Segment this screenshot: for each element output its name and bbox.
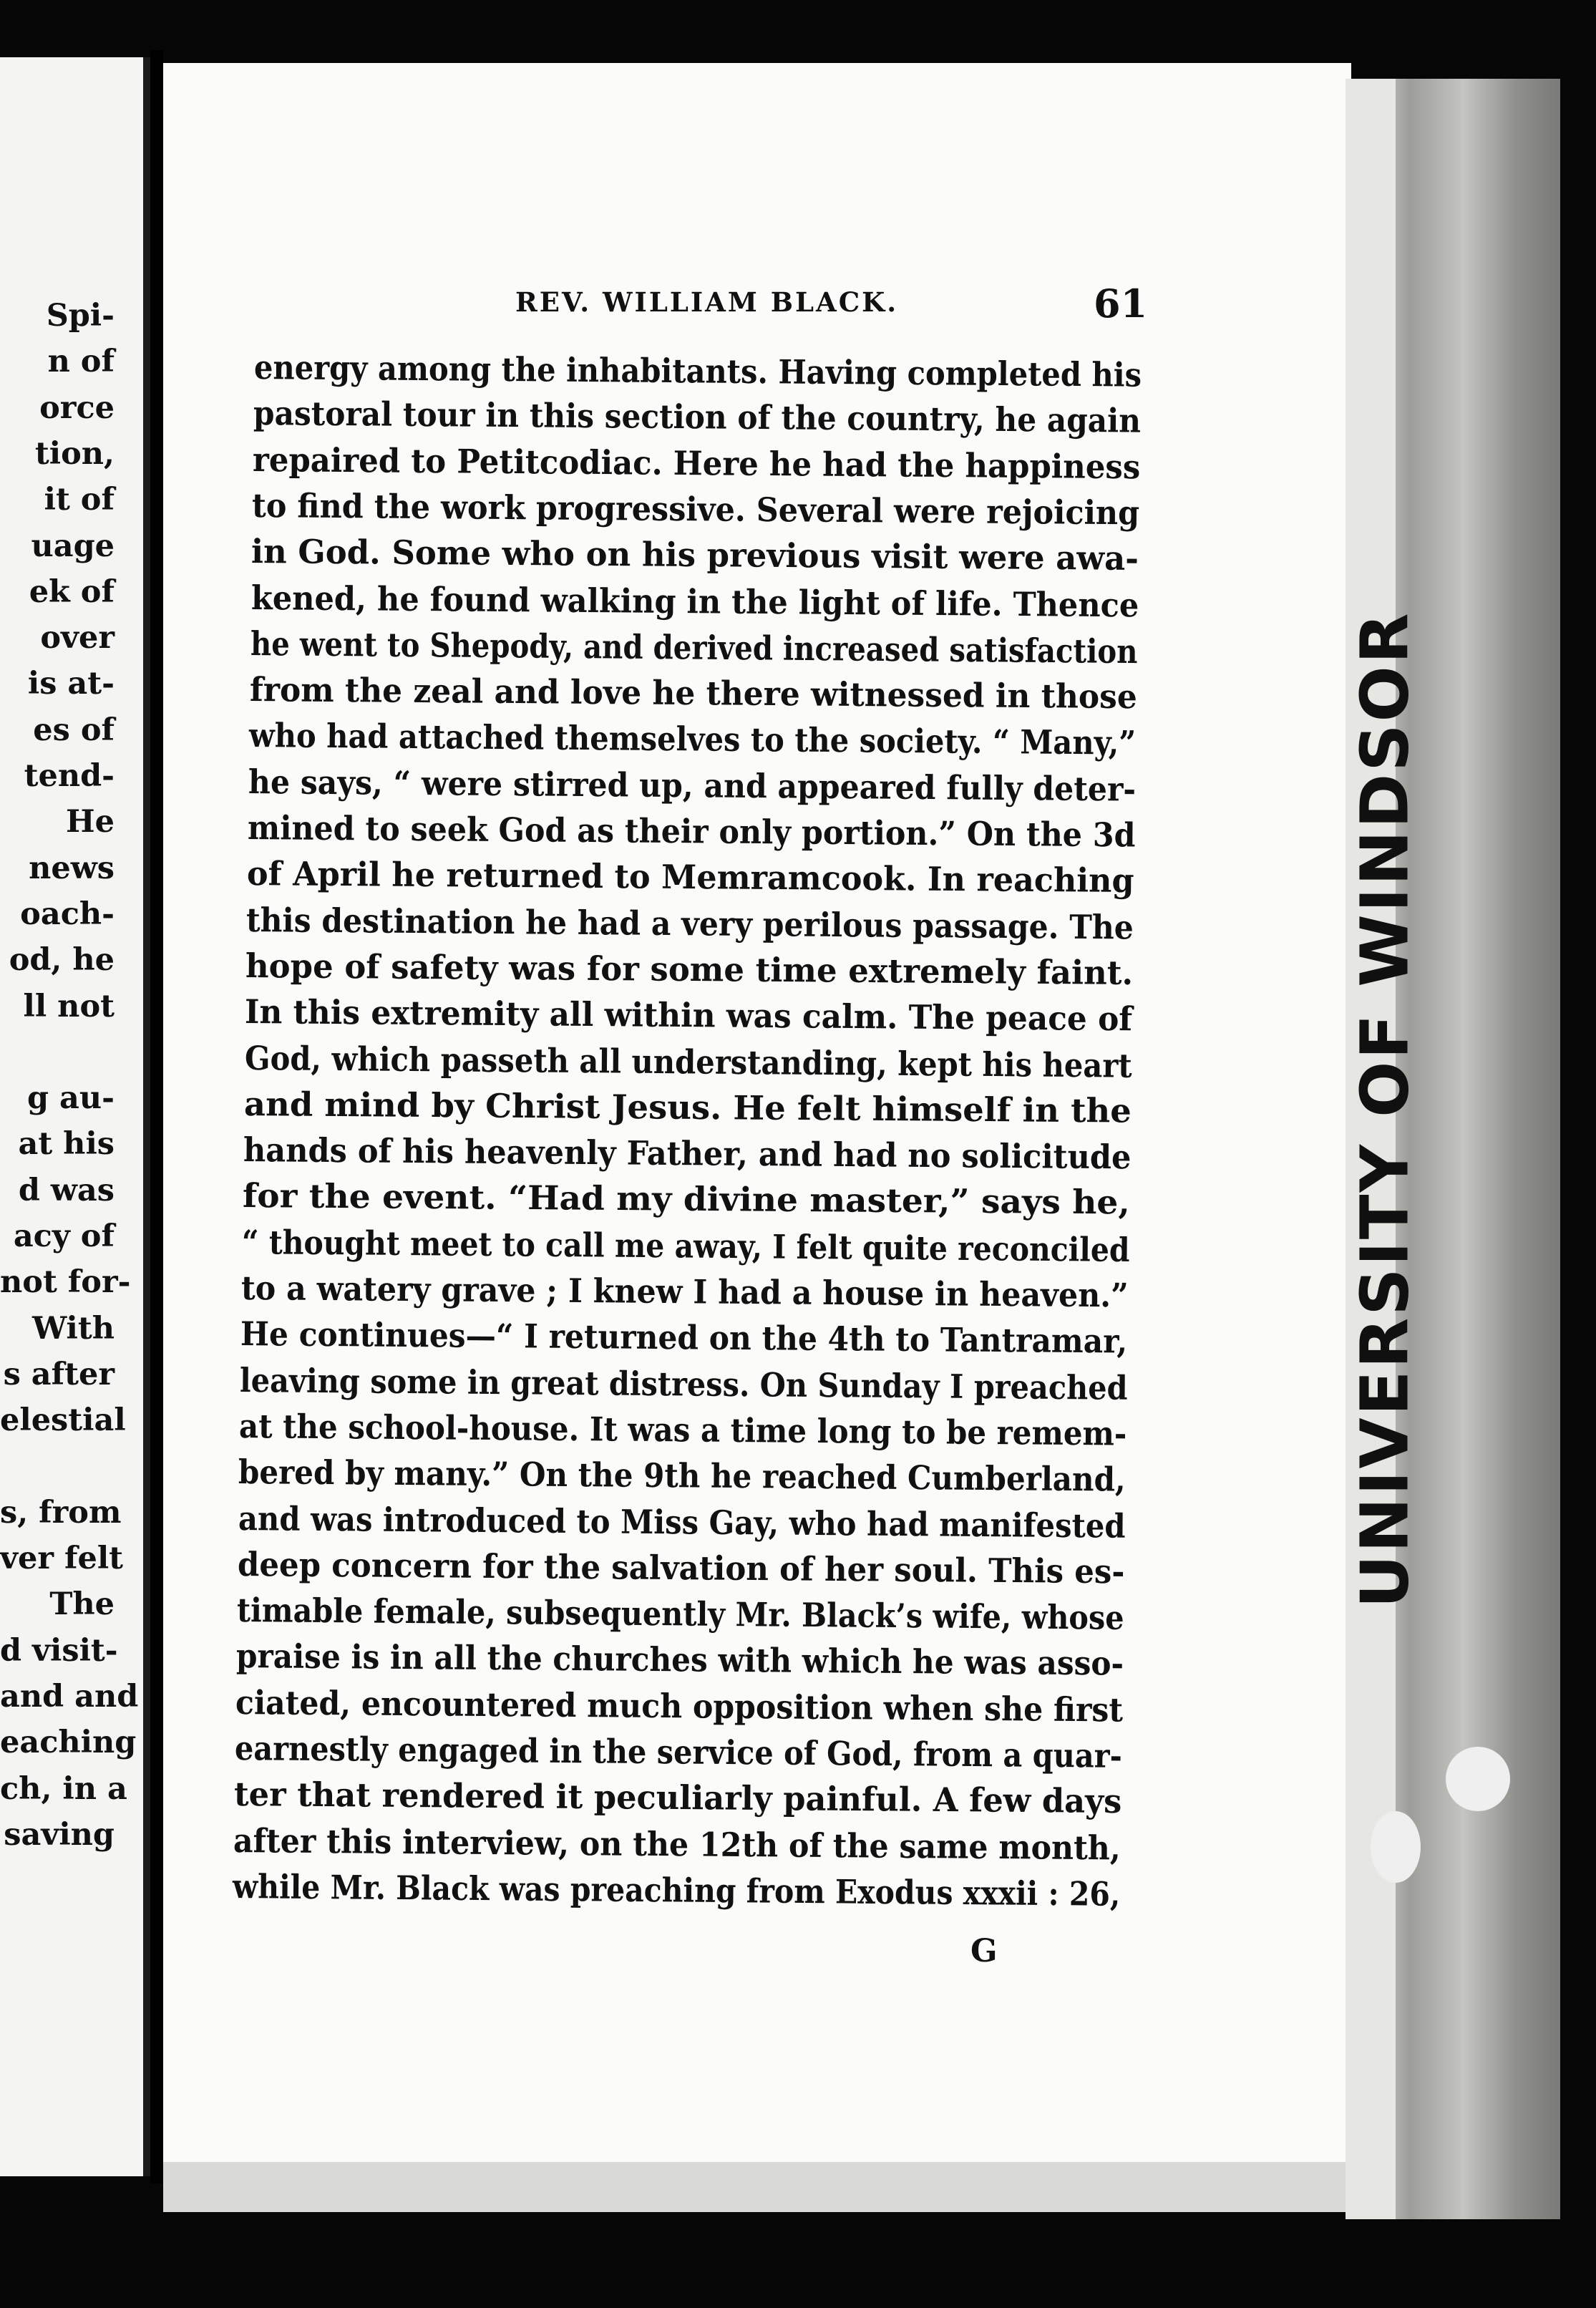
facing-page-line: d was <box>18 1172 115 1208</box>
facing-page-line: acy of <box>13 1218 115 1254</box>
body-text-line: he says, “ were stirred up, and appeared fully deter- <box>248 762 1137 809</box>
body-text-line: from the zeal and love he there witnessed in those <box>249 670 1137 717</box>
facing-page-line: The <box>49 1586 115 1623</box>
edge-stain <box>1446 1747 1510 1811</box>
body-text-line: hope of safety was for some time extremely faint. <box>245 946 1134 992</box>
facing-page-line: es of <box>33 712 115 748</box>
facing-page <box>0 57 150 2176</box>
facing-page-line: ver felt <box>0 1541 124 1577</box>
library-stamp-text: UNIVERSITY OF WINDSOR <box>1346 611 1424 1609</box>
facing-page-line: ch, in a <box>0 1770 127 1807</box>
body-text-line: leaving some in great distress. On Sunday I preached <box>239 1360 1128 1407</box>
library-stamp <box>1338 611 1431 1609</box>
running-header: REV. WILLIAM BLACK. <box>515 286 899 318</box>
facing-page-line: Spi- <box>46 298 115 334</box>
facing-page-line: not for- <box>0 1264 131 1301</box>
facing-page-line: He <box>66 804 115 840</box>
body-text-line: mined to seek God as their only portion.” On the 3d <box>247 808 1136 855</box>
facing-page-line: uage <box>31 528 115 564</box>
body-text-line: in God. Some who on his previous visit were awa- <box>251 532 1139 578</box>
facing-page-line: at his <box>18 1126 115 1163</box>
body-text-line: kened, he found walking in the light of life. Thence <box>250 578 1139 624</box>
facing-page-line: n of <box>47 344 115 380</box>
facing-page-line: orce <box>39 389 115 426</box>
body-text-line: bered by many.” On the 9th he reached Cumberland, <box>238 1453 1127 1499</box>
facing-page-line: s, from <box>0 1494 122 1531</box>
body-text-line: deep concern for the salvation of her soul. This es- <box>237 1544 1125 1591</box>
body-text-line: repaired to Petitcodiac. Here he had the happiness <box>252 440 1141 486</box>
facing-page-line: it of <box>44 482 115 518</box>
body-text-line: timable female, subsequently Mr. Black’s wife, whose <box>236 1591 1124 1637</box>
body-text-line: He continues—“ I returned on the 4th to Tantramar, <box>240 1314 1128 1361</box>
facing-page-line: od, he <box>9 942 115 979</box>
signature-mark: G <box>970 1933 998 1969</box>
body-text-line: to find the work progressive. Several were rejoicing <box>252 485 1140 533</box>
facing-page-line: eaching <box>0 1725 137 1761</box>
facing-page-line: oach- <box>20 896 115 932</box>
facing-page-line: d visit- <box>0 1632 118 1669</box>
body-text-line: hands of his heavenly Father, and had no solicitude <box>243 1130 1132 1177</box>
facing-page-line: With <box>32 1310 115 1347</box>
body-text-line: God, which passeth all understanding, kept his heart <box>244 1038 1132 1085</box>
facing-page-line: news <box>29 850 115 886</box>
facing-page-line: elestial <box>0 1402 126 1439</box>
body-text-line: In this extremity all within was calm. The peace of <box>245 992 1133 1039</box>
body-text-line: energy among the inhabitants. Having completed his <box>253 348 1142 394</box>
facing-page-line: tend- <box>24 758 115 794</box>
body-text-line: and mind by Christ Jesus. He felt himself in the <box>243 1084 1132 1130</box>
facing-page-line: saving <box>4 1816 115 1853</box>
facing-page-line: tion, <box>34 435 115 472</box>
body-text-line: of April he returned to Memramcook. In reaching <box>246 854 1134 901</box>
body-text-line: “ thought meet to call me away, I felt quite reconciled <box>241 1222 1130 1269</box>
body-text-line: ter that rendered it peculiarly painful. A few days <box>233 1775 1122 1821</box>
edge-stain <box>1371 1811 1421 1883</box>
body-text-line: who had attached themselves to the society. “ Many,” <box>248 716 1137 763</box>
facing-page-line: g au- <box>26 1080 115 1117</box>
body-text-line: while Mr. Black was preaching from Exodus xxxii : 26, <box>233 1866 1121 1914</box>
body-text-line: praise is in all the churches with which he was asso- <box>235 1637 1124 1683</box>
facing-page-line: s after <box>3 1356 115 1392</box>
body-text-line: ciated, encountered much opposition when she first <box>235 1682 1124 1730</box>
body-text-line: to a watery grave ; I knew I had a house in heaven.” <box>240 1269 1129 1315</box>
facing-page-line: ll not <box>23 988 115 1024</box>
body-text-line: he went to Shepody, and derived increased satisfaction <box>250 624 1138 671</box>
body-text-line: after this interview, on the 12th of the same month, <box>233 1820 1121 1868</box>
facing-page-line: over <box>40 620 115 656</box>
facing-page-line: ek of <box>29 573 115 610</box>
body-text-line: pastoral tour in this section of the country, he again <box>253 394 1142 440</box>
body-text-line: at the school-house. It was a time long to be remem- <box>239 1406 1127 1453</box>
body-text-line: and was introduced to Miss Gay, who had manifested <box>238 1498 1126 1546</box>
facing-page-line: and and <box>0 1679 139 1715</box>
facing-page-line: is at- <box>27 666 115 702</box>
page-bottom-edge <box>163 2162 1366 2212</box>
body-text-line: for the event. “Had my divine master,” says he, <box>242 1176 1130 1222</box>
page-number: 61 <box>1094 281 1148 326</box>
body-text-line: earnestly engaged in the service of God, from a quar- <box>234 1729 1122 1775</box>
book-gutter <box>150 50 163 2183</box>
body-text-line: this destination he had a very perilous passage. The <box>245 900 1134 947</box>
